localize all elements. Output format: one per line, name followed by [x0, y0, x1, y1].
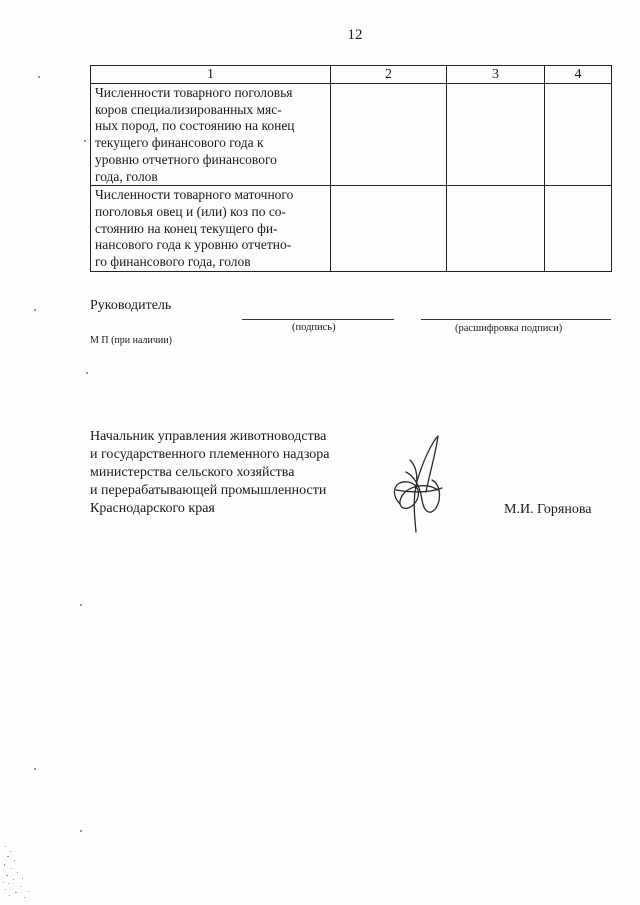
signature-decoding-line	[421, 319, 611, 320]
position-line: министерства сельского хозяйства	[90, 465, 295, 480]
indicator-line: уровню отчетного финансового	[95, 151, 277, 167]
value-cell-col3	[447, 186, 545, 272]
indicator-line: коров специализированных мяс-	[95, 101, 282, 117]
table-row	[91, 186, 612, 272]
table-header-cell: 2	[331, 66, 447, 84]
table-row	[91, 84, 612, 186]
scan-speck	[38, 76, 40, 78]
scan-noise	[2, 842, 38, 900]
value-cell-col2	[331, 186, 447, 272]
handwritten-signature	[386, 432, 446, 536]
indicator-line: года, голов	[95, 168, 158, 184]
indicator-line: го финансового года, голов	[95, 254, 251, 270]
value-cell-col2	[331, 84, 447, 186]
signature-line	[242, 319, 394, 320]
scan-speck	[84, 140, 86, 142]
position-line: и перерабатывающей промышленности	[90, 483, 327, 498]
table-header-cell: 1	[91, 66, 331, 84]
position-line: Начальник управления животноводства	[90, 429, 327, 444]
value-cell-col3	[447, 84, 545, 186]
indicators-table	[90, 65, 612, 272]
stamp-label: М П (при наличии)	[90, 335, 172, 346]
indicator-description-cell	[91, 84, 331, 186]
indicator-line: нансового года к уровню отчетно-	[95, 237, 292, 253]
indicator-description-cell	[91, 186, 331, 272]
position-line: и государственного племенного надзора	[90, 447, 330, 462]
decoding-caption: (расшифровка подписи)	[455, 323, 563, 334]
indicator-line: Численности товарного поголовья	[95, 85, 293, 100]
scan-speck	[34, 309, 36, 311]
value-cell-col4	[545, 186, 612, 272]
indicator-line: Численности товарного маточного	[95, 187, 294, 203]
table-header-cell: 4	[545, 66, 612, 84]
scan-speck	[80, 830, 82, 832]
scan-speck	[80, 604, 82, 606]
scan-speck	[34, 768, 36, 770]
position-line: Краснодарского края	[90, 501, 215, 516]
indicator-line: текущего финансового года к	[95, 135, 264, 151]
value-cell-col4	[545, 84, 612, 186]
signature-caption: (подпись)	[292, 322, 336, 333]
page-number: 12	[347, 27, 363, 43]
scan-speck	[86, 372, 88, 374]
head-label: Руководитель	[90, 298, 172, 313]
indicator-line: стоянию на конец текущего фи-	[95, 220, 278, 236]
signer-name: М.И. Горянова	[504, 502, 592, 517]
table-header-cell: 3	[447, 66, 545, 84]
official-position	[90, 428, 380, 518]
indicator-line: поголовья овец и (или) коз по со-	[95, 203, 287, 219]
indicator-line: ных пород, по состоянию на конец	[95, 118, 295, 134]
table-header-row	[91, 66, 612, 84]
